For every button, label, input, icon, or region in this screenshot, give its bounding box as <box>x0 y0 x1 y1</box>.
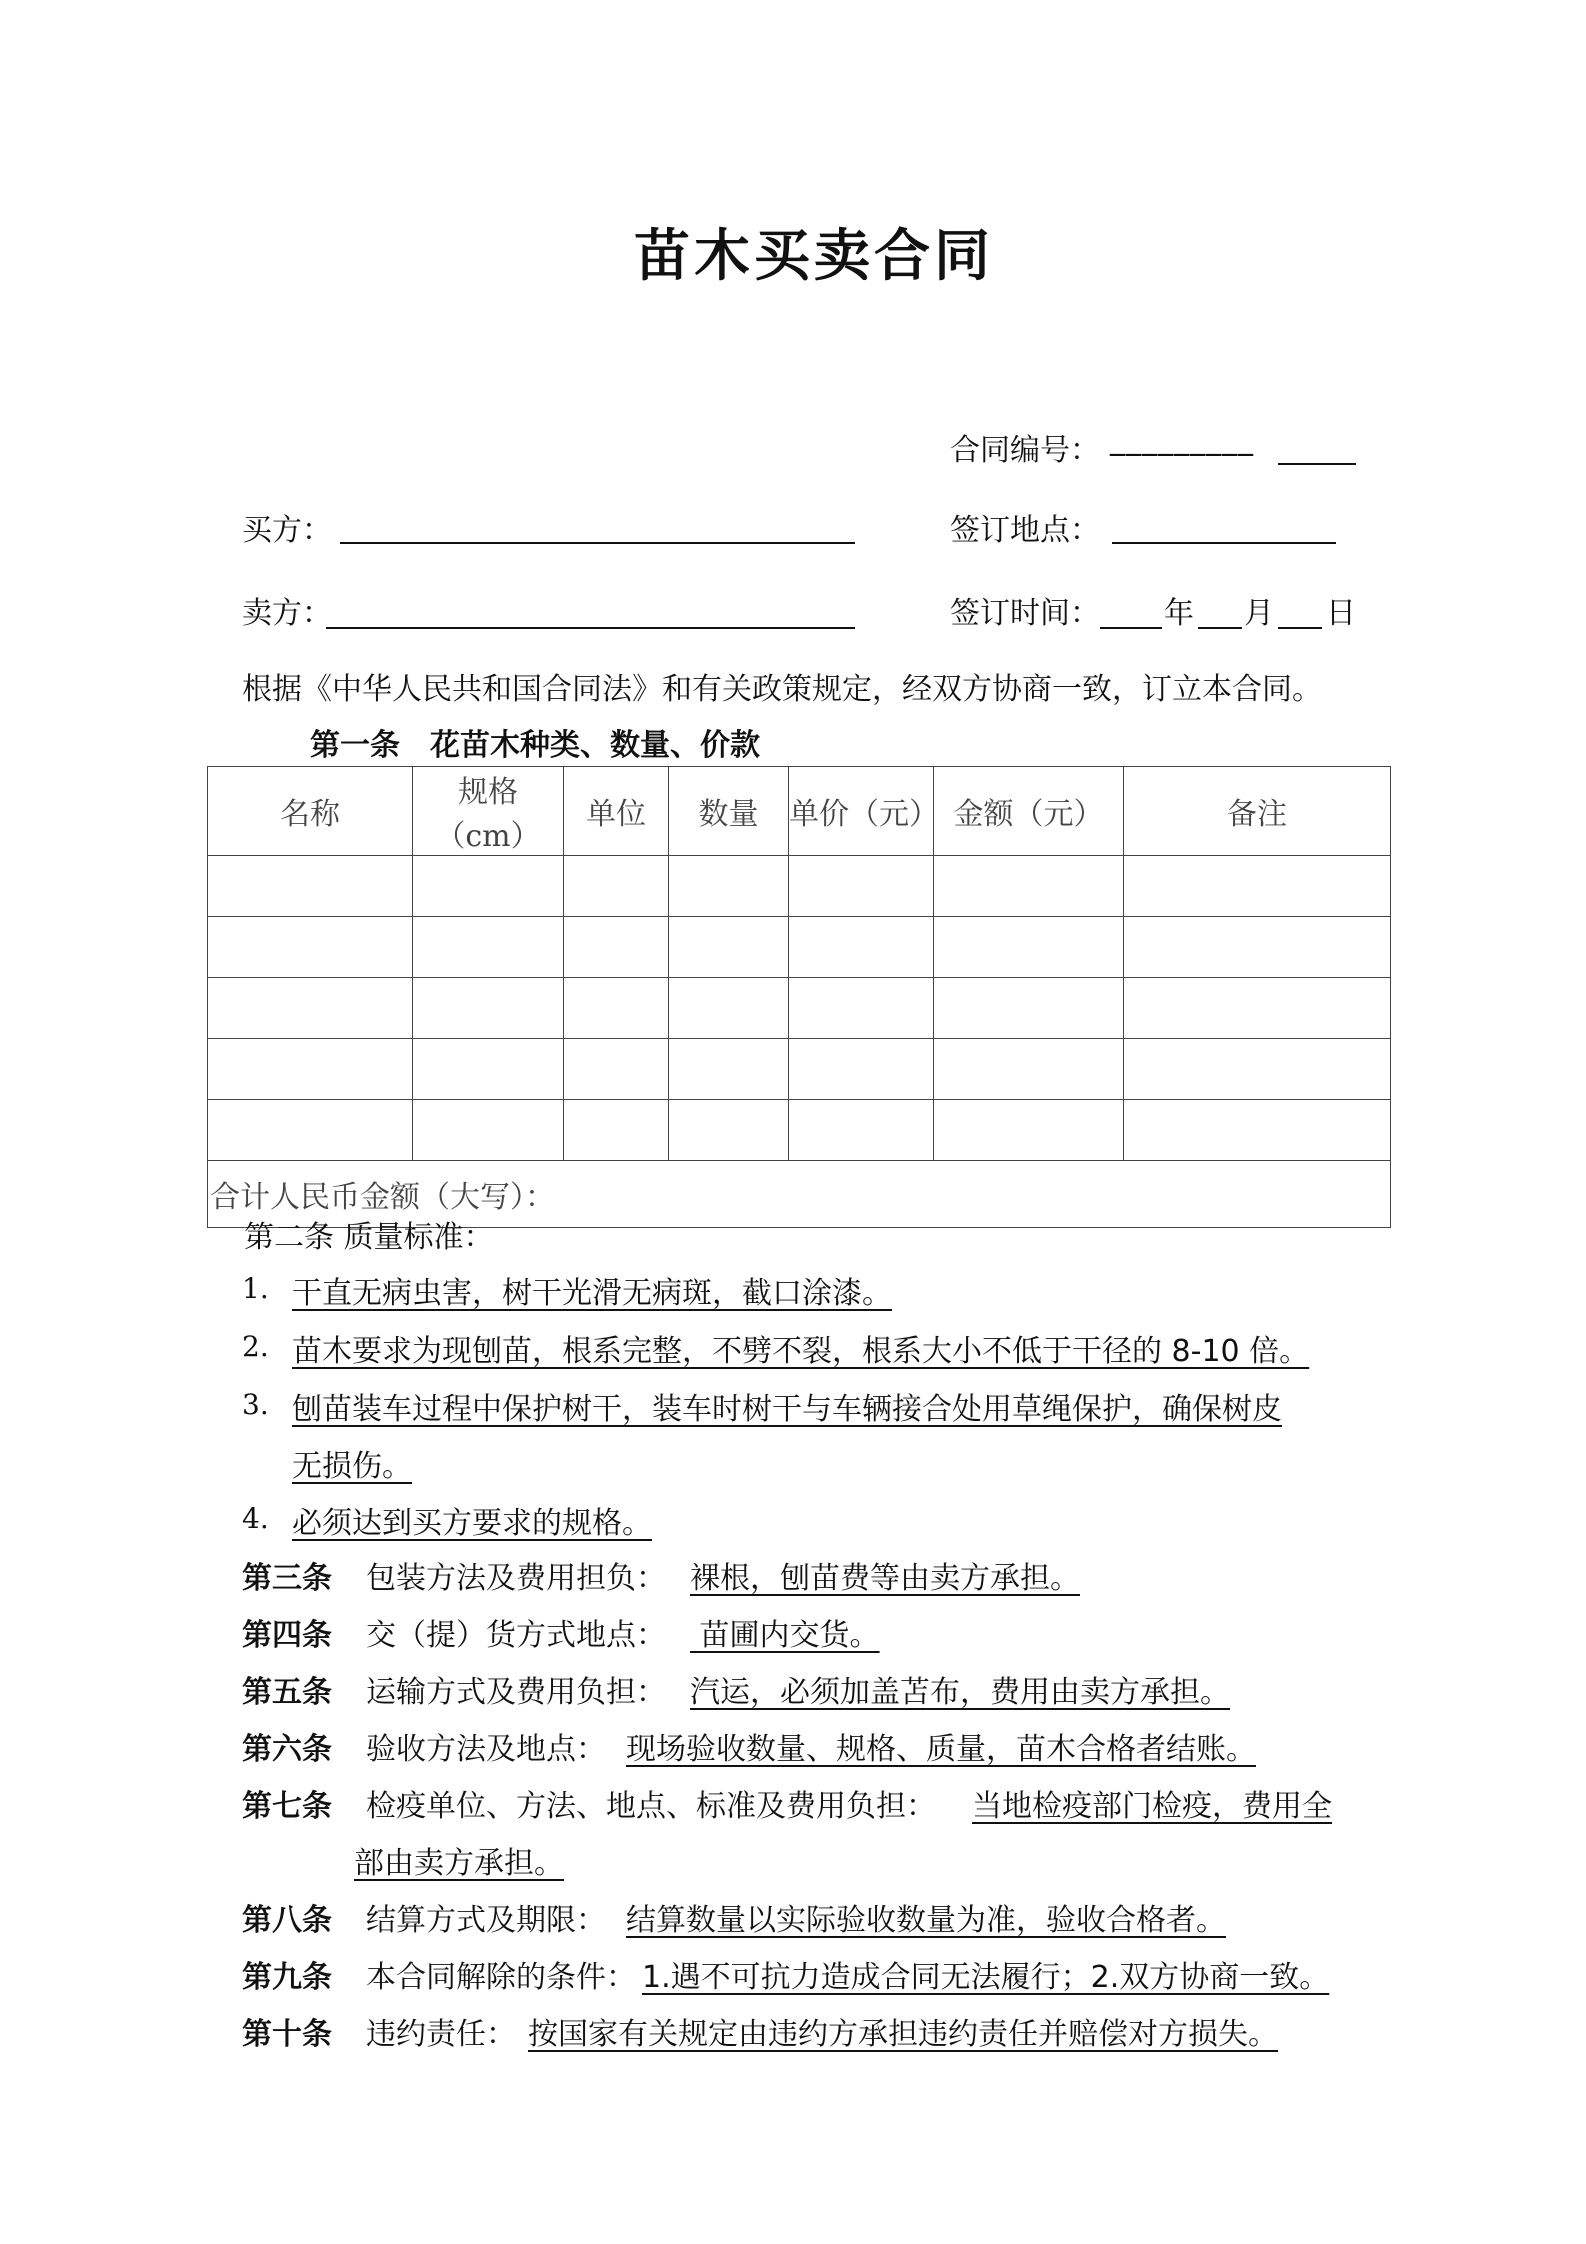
table-cell[interactable] <box>789 856 934 917</box>
article-5-content: 汽运，必须加盖苫布，费用由卖方承担。 <box>690 1675 1230 1710</box>
col-header-unit: 单位 <box>564 767 669 856</box>
table-cell[interactable] <box>669 856 789 917</box>
col-header-remarks: 备注 <box>1124 767 1391 856</box>
quality-item-3-cont: 无损伤。 <box>292 1449 412 1484</box>
article-8-content: 结算数量以实际验收数量为准，验收合格者。 <box>626 1903 1226 1938</box>
table-row <box>208 917 1391 978</box>
article-7-label: 第七条 <box>242 1789 332 1824</box>
table-cell[interactable] <box>1124 917 1391 978</box>
table-cell[interactable] <box>413 1100 564 1161</box>
sign-time-label: 签订时间： <box>950 596 1100 631</box>
table-cell[interactable] <box>208 978 413 1039</box>
contract-no-value: _________ <box>1110 422 1254 457</box>
table-cell[interactable] <box>208 856 413 917</box>
table-cell[interactable] <box>934 1039 1124 1100</box>
table-cell[interactable] <box>669 1100 789 1161</box>
table-header-row <box>208 767 1391 856</box>
article-10-title: 违约责任： <box>366 2017 516 2052</box>
table-cell[interactable] <box>669 917 789 978</box>
article-3-title: 包装方法及费用担负： <box>366 1561 666 1596</box>
buyer-label: 买方： <box>242 513 332 548</box>
table-cell[interactable] <box>934 978 1124 1039</box>
table-cell[interactable] <box>413 856 564 917</box>
quality-item-number: 2. <box>242 1330 269 1363</box>
quality-item-number: 3. <box>242 1388 269 1421</box>
table-cell[interactable] <box>1124 1100 1391 1161</box>
article-9-label: 第九条 <box>242 1960 332 1995</box>
sign-year-field[interactable] <box>1100 627 1162 629</box>
table-cell[interactable] <box>1124 978 1391 1039</box>
table-row <box>208 1100 1391 1161</box>
quality-item-4: 必须达到买方要求的规格。 <box>292 1506 652 1541</box>
table-cell[interactable] <box>934 856 1124 917</box>
col-header-quantity: 数量 <box>669 767 789 856</box>
contract-no-label: 合同编号： <box>950 433 1100 468</box>
col-header-name: 名称 <box>208 767 413 856</box>
quality-item-number: 4. <box>242 1502 269 1535</box>
article-10-label: 第十条 <box>242 2017 332 2052</box>
table-cell[interactable] <box>564 1039 669 1100</box>
article-8-label: 第八条 <box>242 1903 332 1938</box>
article-9-title: 本合同解除的条件： <box>366 1960 636 1995</box>
table-cell[interactable] <box>413 1039 564 1100</box>
article-5-title: 运输方式及费用负担： <box>366 1675 666 1710</box>
article-4-label: 第四条 <box>242 1618 332 1653</box>
month-label: 月 <box>1244 596 1274 631</box>
table-cell[interactable] <box>934 1100 1124 1161</box>
table-cell[interactable] <box>413 978 564 1039</box>
table-cell[interactable] <box>1124 856 1391 917</box>
table-cell[interactable] <box>669 1039 789 1100</box>
table-cell[interactable] <box>208 917 413 978</box>
article-1-heading: 第一条 花苗木种类、数量、价款 <box>310 728 760 763</box>
table-cell[interactable] <box>669 978 789 1039</box>
article-7-content: 当地检疫部门检疫，费用全 <box>972 1789 1332 1824</box>
table-cell[interactable] <box>564 1100 669 1161</box>
table-cell[interactable] <box>789 917 934 978</box>
quality-item-2: 苗木要求为现刨苗，根系完整，不劈不裂，根系大小不低于干径的 8-10 倍。 <box>292 1334 1310 1369</box>
table-cell[interactable] <box>789 1100 934 1161</box>
article-8-title: 结算方式及期限： <box>366 1903 606 1938</box>
sign-place-label: 签订地点： <box>950 513 1100 548</box>
article-4-content: 苗圃内交货。 <box>690 1618 880 1653</box>
col-header-spec: 规格（cm） <box>413 767 564 856</box>
intro-paragraph: 根据《中华人民共和国合同法》和有关政策规定，经双方协商一致，订立本合同。 <box>242 672 1322 707</box>
article-7-title: 检疫单位、方法、地点、标准及费用负担： <box>366 1789 936 1824</box>
article-5-label: 第五条 <box>242 1675 332 1710</box>
article-3-label: 第三条 <box>242 1561 332 1596</box>
article-10-content: 按国家有关规定由违约方承担违约责任并赔偿对方损失。 <box>528 2017 1278 2052</box>
article-7-content-cont: 部由卖方承担。 <box>354 1846 564 1881</box>
article-6-label: 第六条 <box>242 1732 332 1767</box>
buyer-field[interactable] <box>340 542 855 544</box>
quality-item-number: 1. <box>242 1272 269 1305</box>
total-amount-label[interactable]: 合计人民币金额（大写）： <box>208 1161 1391 1228</box>
year-label: 年 <box>1164 596 1194 631</box>
table-row <box>208 1039 1391 1100</box>
table-cell[interactable] <box>413 917 564 978</box>
article-6-content: 现场验收数量、规格、质量，苗木合格者结账。 <box>626 1732 1256 1767</box>
sign-day-field[interactable] <box>1278 627 1322 629</box>
table-cell[interactable] <box>564 978 669 1039</box>
quality-item-1: 干直无病虫害，树干光滑无病斑，截口涂漆。 <box>292 1276 892 1311</box>
article-9-content: 1.遇不可抗力造成合同无法履行；2.双方协商一致。 <box>642 1960 1330 1995</box>
table-cell[interactable] <box>789 1039 934 1100</box>
table-cell[interactable] <box>564 856 669 917</box>
quality-item-3: 刨苗装车过程中保护树干，装车时树干与车辆接合处用草绳保护，确保树皮 <box>292 1392 1282 1427</box>
day-label: 日 <box>1326 596 1356 631</box>
sign-place-field[interactable] <box>1112 542 1336 544</box>
article-3-content: 裸根，刨苗费等由卖方承担。 <box>690 1561 1080 1596</box>
seller-label: 卖方： <box>242 596 332 631</box>
table-cell[interactable] <box>1124 1039 1391 1100</box>
table-row <box>208 856 1391 917</box>
table-cell[interactable] <box>208 1039 413 1100</box>
document-title: 苗木买卖合同 <box>634 224 994 289</box>
sign-month-field[interactable] <box>1198 627 1242 629</box>
seller-field[interactable] <box>326 627 855 629</box>
table-cell[interactable] <box>208 1100 413 1161</box>
contract-no-blank[interactable] <box>1278 463 1356 465</box>
article-4-title: 交（提）货方式地点： <box>366 1618 666 1653</box>
article-2-heading: 第二条 质量标准： <box>244 1220 494 1255</box>
table-cell[interactable] <box>564 917 669 978</box>
article-6-title: 验收方法及地点： <box>366 1732 606 1767</box>
col-header-amount: 金额（元） <box>934 767 1124 856</box>
col-header-unit-price: 单价（元） <box>789 767 934 856</box>
table-cell[interactable] <box>934 917 1124 978</box>
table-cell[interactable] <box>789 978 934 1039</box>
table-row <box>208 978 1391 1039</box>
seedling-table <box>207 766 1391 1228</box>
